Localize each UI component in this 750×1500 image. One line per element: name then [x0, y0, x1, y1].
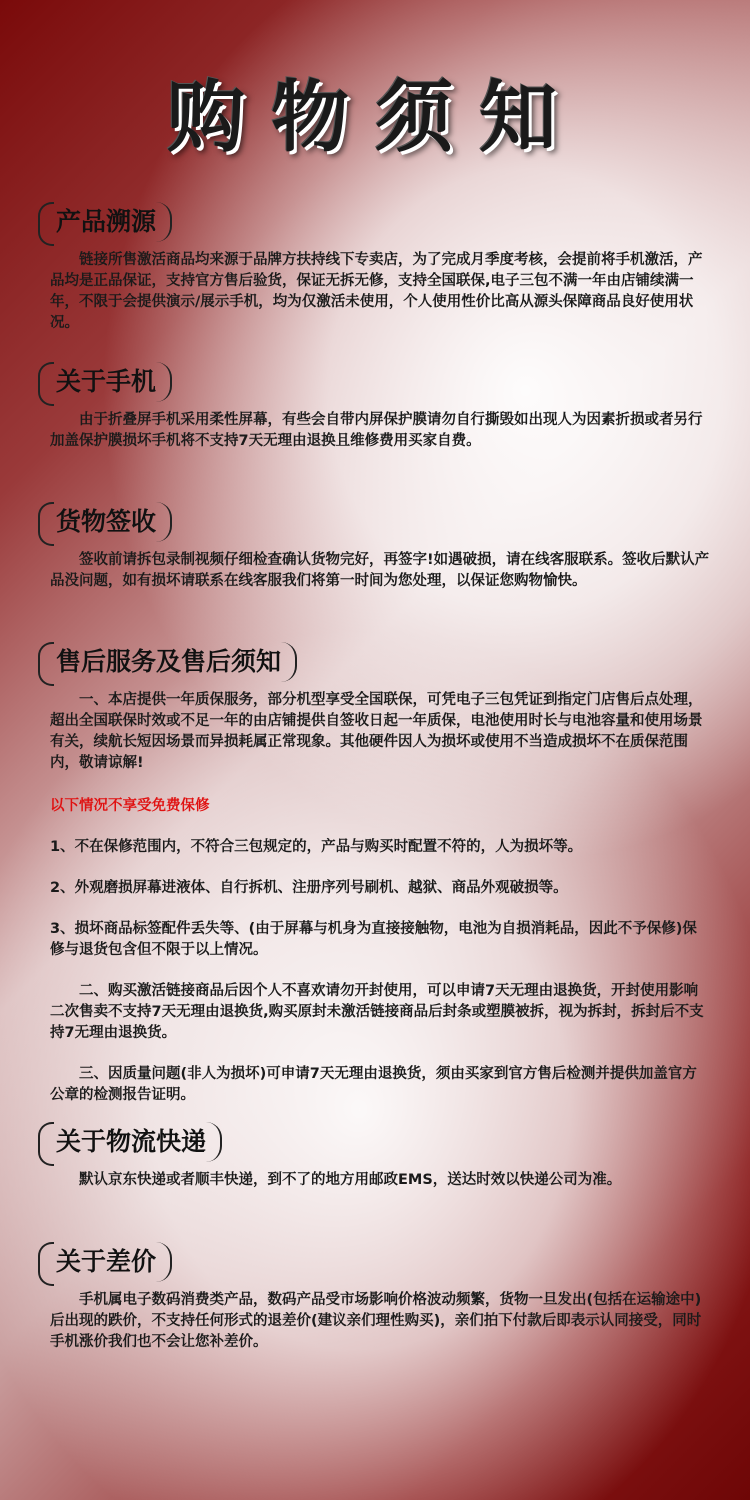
section-paragraph: 签收前请拆包录制视频仔细检查确认货物完好，再签字!如遇破损，请在线客服联系。签收后默认产品没问题，如有损坏请联系在线客服我们将第一时间为您处理，以保证您购物愉快。: [50, 552, 710, 589]
bracket-right-decoration: [156, 202, 172, 242]
exclusion-item: 1、不在保修范围内，不符合三包规定的，产品与购买时配置不符的，人为损坏等。: [50, 839, 583, 855]
section-price-difference: [0, 1240, 750, 1353]
warranty-exclusion-note: 以下情况不享受免费保修: [50, 798, 210, 814]
section-heading-text: 货物签收: [56, 507, 157, 536]
section-delivery-signing: [0, 500, 750, 592]
bracket-right-decoration: [156, 502, 172, 542]
section-heading: [38, 360, 172, 404]
section-logistics: [0, 1120, 750, 1191]
section-heading: [38, 500, 172, 544]
bracket-right-decoration: [156, 1242, 172, 1282]
section-paragraph: 默认京东快递或者顺丰快递，到不了的地方用邮政EMS，送达时效以快递公司为准。: [79, 1172, 622, 1188]
section-paragraph: 链接所售激活商品均来源于品牌方扶持线下专卖店，为了完成月季度考核，会提前将手机激活，产品均是正品保证，支持官方售后验货，保证无拆无修，支持全国联保,电子三包不满一年由店铺续满一年，不限于会提供演示/展示手机，均为仅激活未使用，个人使用性价比高从源头保障商品良好使用状况。: [50, 252, 703, 331]
bracket-right-decoration: [281, 642, 297, 682]
section-heading: [38, 1120, 222, 1164]
section-heading-text: 售后服务及售后须知: [56, 647, 282, 676]
section-about-phone: [0, 360, 750, 452]
section-after-sales: [0, 640, 750, 1106]
section-paragraph: 由于折叠屏手机采用柔性屏幕，有些会自带内屏保护膜请勿自行撕毁如出现人为因素折损或者另行加盖保护膜损坏手机将不支持7天无理由退换且维修费用买家自费。: [50, 412, 703, 449]
after-sales-paragraph-two: 二、购买激活链接商品后因个人不喜欢请勿开封使用，可以申请7天无理由退换货，开封使用影响二次售卖不支持7天无理由退换货,购买原封未激活链接商品后封条或塑膜被拆，视为拆封，拆封后不支持7无理由退换货。: [50, 983, 704, 1041]
page-title: 购物须知: [166, 73, 583, 163]
bracket-right-decoration: [206, 1122, 222, 1162]
section-heading: [38, 640, 297, 684]
bracket-right-decoration: [156, 362, 172, 402]
section-heading: [38, 200, 172, 244]
after-sales-intro: 一、本店提供一年质保服务，部分机型享受全国联保，可凭电子三包凭证到指定门店售后点处理，超出全国联保时效或不足一年的由店铺提供自签收日起一年质保，电池使用时长与电池容量和使用场景有关，续航长短因场景而异损耗属正常现象。其他硬件因人为损坏或使用不当造成损坏不在质保范围内，敬请谅解!: [50, 692, 703, 771]
section-heading-text: 关于手机: [56, 367, 157, 396]
section-product-source: [0, 200, 750, 334]
section-heading: [38, 1240, 172, 1284]
section-heading-text: 关于物流快递: [56, 1127, 207, 1156]
after-sales-paragraph-three: 三、因质量问题(非人为损坏)可申请7天无理由退换货，须由买家到官方售后检测并提供加盖官方公章的检测报告证明。: [50, 1066, 697, 1103]
section-paragraph: 手机属电子数码消费类产品，数码产品受市场影响价格波动频繁，货物一旦发出(包括在运输途中)后出现的跌价，不支持任何形式的退差价(建议亲们理性购买)，亲们拍下付款后即表示认同接受，同时手机涨价我们也不会让您补差价。: [50, 1292, 702, 1350]
exclusion-item: 2、外观磨损屏幕进液体、自行拆机、注册序列号刷机、越狱、商品外观破损等。: [50, 880, 568, 896]
exclusion-item: 3、损坏商品标签配件丢失等、(由于屏幕与机身为直接接触物，电池为自损消耗品，因此不予保修)保修与退货包含但不限于以上情况。: [50, 921, 697, 958]
section-heading-text: 产品溯源: [56, 207, 157, 236]
section-heading-text: 关于差价: [56, 1247, 157, 1276]
